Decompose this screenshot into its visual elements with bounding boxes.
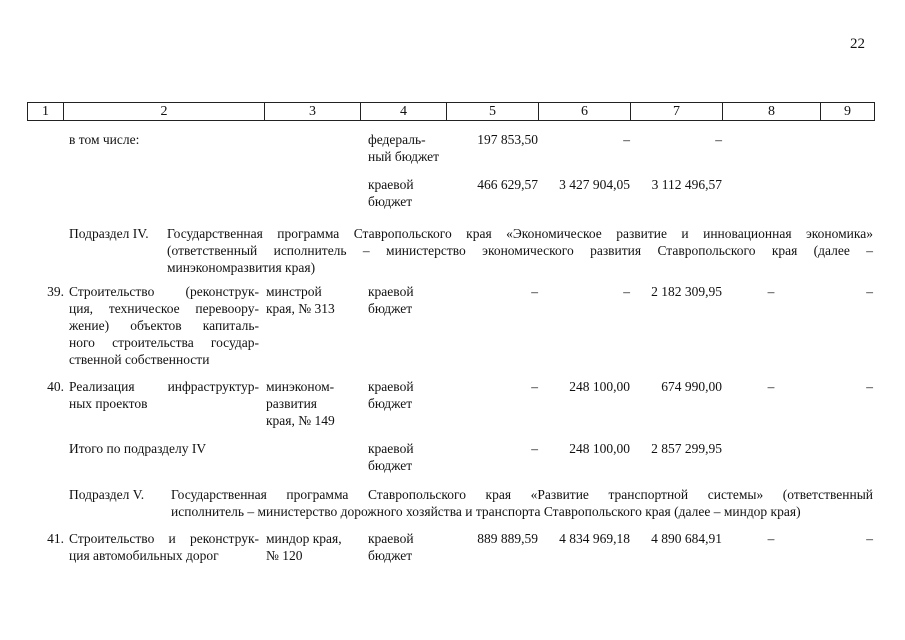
value-col7: 674 990,00 [661,379,722,394]
value-col5: 197 853,50 [477,132,538,147]
value-col7: 2 857 299,95 [651,441,722,456]
funding-source [368,378,448,412]
funding-source [368,283,448,317]
header-col: 6 [538,103,630,120]
executor-line: края, № 313 [266,301,335,316]
item-name-line: ных проектов [69,396,148,411]
header-col: 8 [722,103,820,120]
value-col5: – [531,379,538,394]
item-name [69,378,259,412]
funding-source-line: ный бюджет [368,149,440,164]
item-name-line: Строительство (реконструк- [69,284,259,299]
section-label: Подраздел IV. [69,226,149,241]
value-col5: – [531,441,538,456]
value-col6: 4 834 969,18 [559,531,630,546]
funding-source-line: краевой [368,379,414,394]
executor [266,530,358,564]
funding-source [368,440,448,474]
header-col: 3 [264,103,360,120]
row-number: 39. [47,284,64,299]
value-col8: – [767,531,775,546]
section-title-line: Государственная программа Ставропольского края «Развитие транспортной системы» (ответственный [171,487,873,502]
item-name [69,530,259,564]
funding-source-line: бюджет [368,194,413,209]
item-name-line: жение) объектов капиталь- [69,318,259,333]
value-col8: – [767,379,775,394]
row-number: 41. [47,531,64,546]
header-col: 9 [820,103,874,120]
value-col6: – [623,284,630,299]
funding-source-line: бюджет [368,301,413,316]
value-col6: 3 427 904,05 [559,177,630,192]
value-col6: 248 100,00 [569,379,630,394]
value-col7: 3 112 496,57 [651,177,722,192]
funding-source-line: бюджет [368,548,413,563]
section-title-line: минэкономразвития края) [167,260,316,275]
executor-line: края, № 149 [266,413,335,428]
table-header [27,102,875,121]
value-col9: – [866,284,873,299]
executor-line: минэконом- [266,379,335,394]
funding-source-line: федераль- [368,132,426,147]
section-title-line: исполнитель – министерство дорожного хозяйства и транспорта Ставропольского края (далее – миндор края) [171,504,801,519]
funding-source-line: краевой [368,441,414,456]
item-name-line: в том числе: [69,132,140,147]
item-name-line: Реализация инфраструктур- [69,379,259,394]
header-col: 5 [446,103,538,120]
executor [266,378,358,429]
value-col9: – [866,379,873,394]
funding-source [368,176,448,210]
value-col8: – [767,284,775,299]
funding-source [368,530,448,564]
value-col6: 248 100,00 [569,441,630,456]
item-name [69,283,259,368]
funding-source [368,131,448,165]
item-name-line: Итого по подразделу IV [69,441,207,456]
item-name-line: Строительство и реконструк- [69,531,259,546]
executor-line: развития [266,396,318,411]
value-col5: 889 889,59 [477,531,538,546]
header-col: 4 [360,103,446,120]
page-number: 22 [850,36,865,52]
funding-source-line: бюджет [368,458,413,473]
funding-source-line: краевой [368,177,414,192]
item-name-line: ция автомобильных дорог [69,548,219,563]
value-col5: – [531,284,538,299]
item-name [69,131,259,148]
executor-line: № 120 [266,548,303,563]
item-name-line: ция, техническое перевоору- [69,301,259,316]
value-col5: 466 629,57 [477,177,538,192]
section-title-line: Государственная программа Ставропольского края «Экономическое развитие и инновационная экономика» [167,226,873,241]
funding-source-line: бюджет [368,396,413,411]
value-col6: – [623,132,630,147]
item-name-line: ственной собственности [69,352,210,367]
row-number: 40. [47,379,64,394]
header-col: 7 [630,103,722,120]
funding-source-line: краевой [368,284,414,299]
value-col7: – [715,132,722,147]
header-col: 1 [42,104,49,119]
value-col9: – [866,531,873,546]
value-col7: 4 890 684,91 [651,531,722,546]
item-name-line: ного строительства государ- [69,335,259,350]
funding-source-line: краевой [368,531,414,546]
value-col7: 2 182 309,95 [651,284,722,299]
section-title-line: (ответственный исполнитель – министерство экономического развития Ставропольского края (далее – [167,243,873,258]
item-name [69,440,259,457]
section-title [167,225,873,276]
executor-line: миндор края, [266,531,342,546]
section-label: Подраздел V. [69,487,145,502]
executor-line: минстрой [266,284,322,299]
executor [266,283,358,317]
header-col: 2 [63,103,264,120]
section-title [171,486,873,520]
